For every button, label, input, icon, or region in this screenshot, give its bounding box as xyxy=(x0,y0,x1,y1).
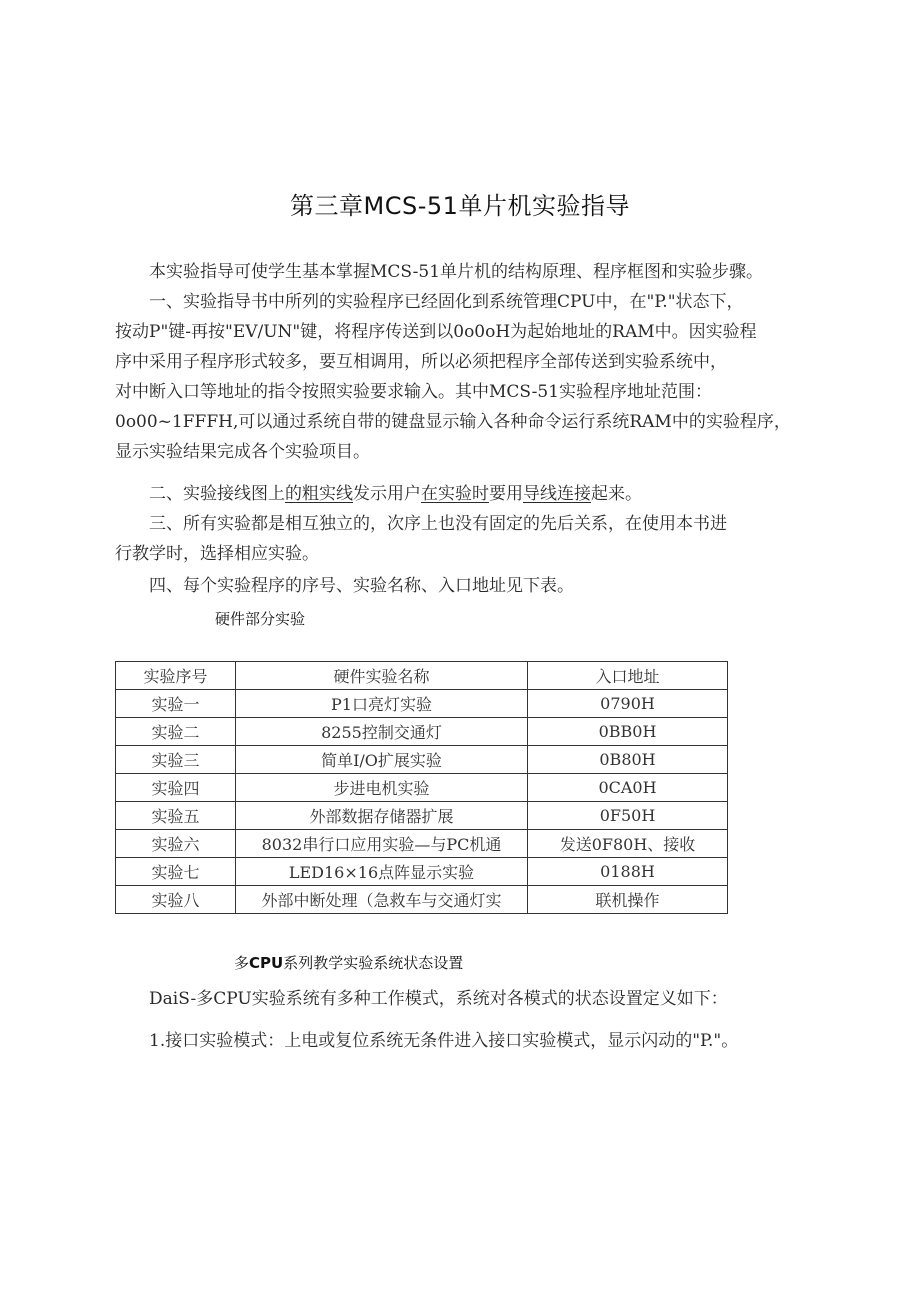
experiment-time-term: 在实验时 xyxy=(421,484,489,504)
table-cell: 0BB0H xyxy=(528,718,728,746)
paragraph-1 xyxy=(115,287,805,467)
paragraph-3 xyxy=(115,509,805,569)
table-row xyxy=(116,718,728,746)
table-cell: 0CA0H xyxy=(528,774,728,802)
bold-line-term: 的粗实线 xyxy=(285,484,353,504)
table-cell: 0B80H xyxy=(528,746,728,774)
table-cell: 0F50H xyxy=(528,802,728,830)
paragraph-1-line: 对中断入口等地址的指令按照实验要求输入。其中MCS-51实验程序地址范围： xyxy=(115,382,713,402)
table-heading: 硬件部分实验 xyxy=(215,610,306,628)
table-cell: P1口亮灯实验 xyxy=(236,690,528,718)
section-2-line-1: DaiS-多CPU实验系统有多种工作模式，系统对各模式的状态设置定义如下： xyxy=(149,989,728,1009)
table-cell: 0188H xyxy=(528,858,728,886)
table-cell: LED16×16点阵显示实验 xyxy=(236,858,528,886)
table-cell: 外部数据存储器扩展 xyxy=(236,802,528,830)
paragraph-1-line: 显示实验结果完成各个实验项目。 xyxy=(115,442,370,462)
column-header: 硬件实验名称 xyxy=(236,662,528,690)
table-cell: 实验二 xyxy=(116,718,236,746)
table-row xyxy=(116,690,728,718)
paragraph-3-line: 行教学时，选择相应实验。 xyxy=(115,544,319,564)
intro-paragraph: 本实验指导可使学生基本掌握MCS-51单片机的结构原理、程序框图和实验步骤。 xyxy=(149,262,764,282)
table-cell: 8255控制交通灯 xyxy=(236,718,528,746)
paragraph-1-line: 0o00~1FFFH,可以通过系统自带的键盘显示输入各种命令运行系统RAM中的实验程序， xyxy=(115,412,791,432)
table-cell: 外部中断处理（急救车与交通灯实 xyxy=(236,886,528,914)
table-cell: 实验八 xyxy=(116,886,236,914)
paragraph-1-line: 序中采用子程序形式较多，要互相调用，所以必须把程序全部传送到实验系统中， xyxy=(115,352,727,372)
column-header: 实验序号 xyxy=(116,662,236,690)
paragraph-2: 二、实验接线图上的粗实线发示用户在实验时要用导线连接起来。 xyxy=(149,484,642,504)
table-cell: 实验三 xyxy=(116,746,236,774)
paragraph-4: 四、每个实验程序的序号、实验名称、入口地址见下表。 xyxy=(149,576,574,596)
table-cell: 实验七 xyxy=(116,858,236,886)
experiment-table xyxy=(115,661,728,914)
table-row xyxy=(116,774,728,802)
paragraph-3-line: 三、所有实验都是相互独立的，次序上也没有固定的先后关系，在使用本书进 xyxy=(149,514,727,534)
table-row xyxy=(116,858,728,886)
paragraph-1-line: 一、实验指导书中所列的实验程序已经固化到系统管理CPU中，在"P."状态下， xyxy=(149,292,744,312)
table-cell: 实验五 xyxy=(116,802,236,830)
table-cell: 8032串行口应用实验—与PC机通 xyxy=(236,830,528,858)
table-cell: 0790H xyxy=(528,690,728,718)
table-row xyxy=(116,746,728,774)
table-row xyxy=(116,830,728,858)
table-cell: 实验六 xyxy=(116,830,236,858)
table-row xyxy=(116,802,728,830)
wire-connect-term: 导线连接 xyxy=(523,484,591,504)
table-row xyxy=(116,886,728,914)
table-cell: 发送0F80H、接收 xyxy=(528,830,728,858)
section-2-heading: 多CPU系列教学实验系统状态设置 xyxy=(234,954,464,972)
table-cell: 简单I/O扩展实验 xyxy=(236,746,528,774)
column-header: 入口地址 xyxy=(528,662,728,690)
table-cell: 步进电机实验 xyxy=(236,774,528,802)
table-header-row xyxy=(116,662,728,690)
section-2-line-2: 1.接口实验模式：上电或复位系统无条件进入接口实验模式，显示闪动的"P."。 xyxy=(149,1031,739,1051)
page-title: 第三章MCS-51单片机实验指导 xyxy=(290,192,630,220)
table-cell: 实验一 xyxy=(116,690,236,718)
table-cell: 联机操作 xyxy=(528,886,728,914)
paragraph-1-line: 按动P"键-再按"EV/UN"键，将程序传送到以0o0oH为起始地址的RAM中。因实验程 xyxy=(115,322,757,342)
table-cell: 实验四 xyxy=(116,774,236,802)
